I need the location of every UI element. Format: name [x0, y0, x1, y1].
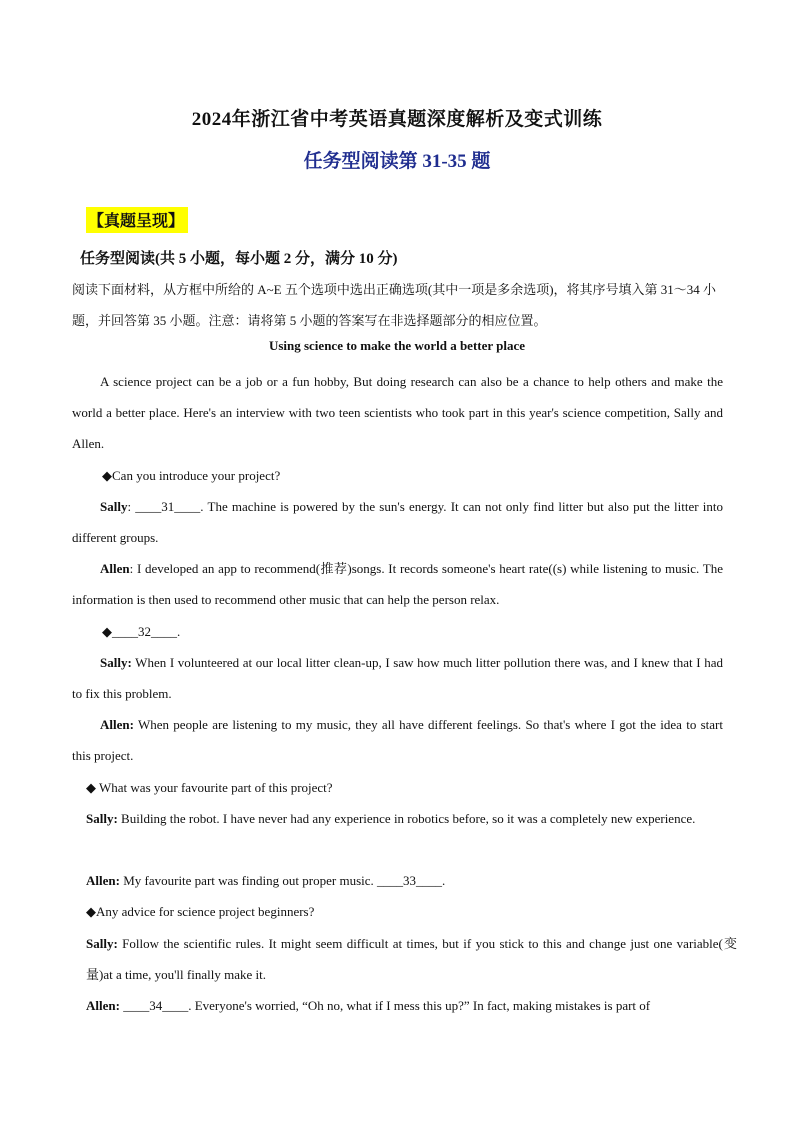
answer-text: Building the robot. I have never had any experience in robotics before, so it was a completely new experience.	[117, 811, 696, 826]
allen-answer-3	[72, 865, 737, 896]
speaker-allen: Allen:	[100, 717, 134, 732]
speaker-allen: Allen:	[86, 998, 120, 1013]
sally-answer-1	[72, 491, 723, 553]
instructions: 阅读下面材料，从方框中所给的 A~E 五个选项中选出正确选项(其中一项是多余选项)，将其序号填入第 31～34 小题，并回答第 35 小题。注意：请将第 5 小题的答案写在非选择题部分的相应位置。	[72, 282, 717, 328]
speaker-allen: Allen:	[86, 873, 120, 888]
speaker-sally: Sally:	[86, 936, 118, 951]
answer-text: When people are listening to my music, they all have different feelings. So that's where I got the idea to start this project.	[72, 717, 723, 763]
allen-answer-2	[72, 709, 723, 771]
intro-paragraph: A science project can be a job or a fun hobby, But doing research can also be a chance to help others and make the world a better place. Here's an interview with two teen scientists who took part in this year's science competition, Sally and Allen.	[72, 374, 723, 451]
speaker-sally: Sally	[100, 499, 128, 514]
sally-answer-3	[72, 803, 737, 834]
article-title: Using science to make the world a better place	[268, 338, 526, 353]
answer-text: When I volunteered at our local litter clean-up, I saw how much litter pollution there was, and I knew that I had to fix this problem.	[72, 655, 723, 701]
speaker-allen: Allen	[100, 561, 130, 576]
speaker-sally: Sally:	[100, 655, 132, 670]
answer-text: ____34____. Everyone's worried, “Oh no, what if I mess this up?” In fact, making mistakes is part of	[119, 998, 651, 1013]
question-4: ◆Any advice for science project beginners?	[86, 904, 315, 919]
answer-text: : I developed an app to recommend(推荐)songs. It records someone's heart rate((s) while listening to music. The information is then used to recommend other music that can help the person relax.	[72, 561, 723, 607]
question-2: ◆____32____.	[102, 624, 181, 639]
document-title: 2024年浙江省中考英语真题深度解析及变式训练	[191, 109, 603, 130]
answer-text: : ____31____. The machine is powered by the sun's energy. It can not only find litter but also put the litter into different groups.	[72, 499, 723, 545]
section-heading: 任务型阅读(共 5 小题，每小题 2 分，满分 10 分)	[80, 251, 398, 267]
allen-answer-4	[72, 990, 737, 1021]
speaker-sally: Sally:	[86, 811, 118, 826]
question-3: ◆ What was your favourite part of this project?	[86, 780, 333, 795]
answer-text: My favourite part was finding out proper music. ____33____.	[119, 873, 446, 888]
question-1: ◆Can you introduce your project?	[102, 468, 281, 483]
answer-text: Follow the scientific rules. It might seem difficult at times, but if you stick to this and change just one variable(变量)at a time, you'll finally make it.	[86, 936, 737, 982]
document-subtitle: 任务型阅读第 31-35 题	[303, 151, 491, 172]
allen-answer-1	[72, 553, 723, 615]
sally-answer-2	[72, 647, 723, 709]
section-tag: 【真题呈现】	[86, 207, 188, 233]
sally-answer-4	[72, 928, 737, 990]
